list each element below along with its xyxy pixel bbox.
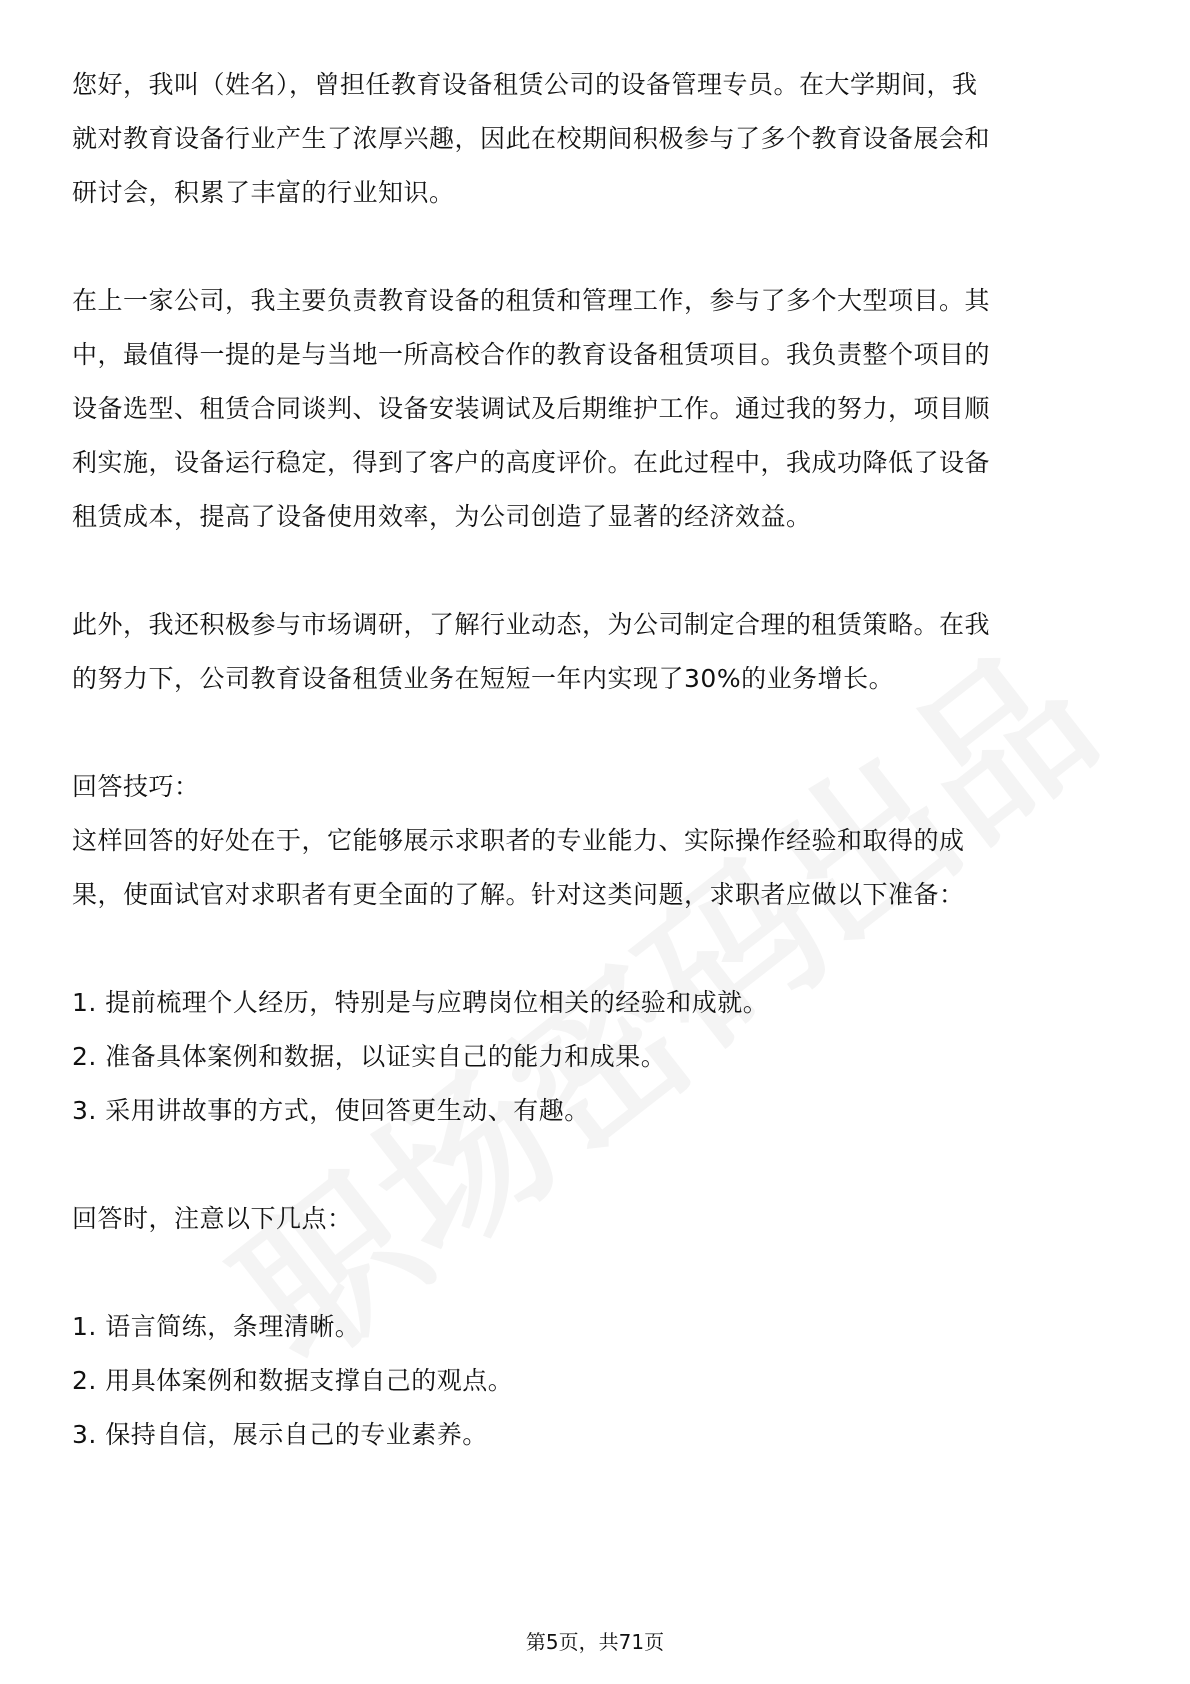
- list-item: 1. 语言简练，条理清晰。: [72, 1312, 361, 1341]
- text-line: 就对教育设备行业产生了浓厚兴趣，因此在校期间积极参与了多个教育设备展会和: [72, 124, 991, 153]
- list-item: 1. 提前梳理个人经历，特别是与应聘岗位相关的经验和成就。: [72, 988, 769, 1017]
- text-line: 您好，我叫（姓名），曾担任教育设备租赁公司的设备管理专员。在大学期间，我: [72, 70, 978, 99]
- text-line: 果，使面试官对求职者有更全面的了解。针对这类问题，求职者应做以下准备：: [72, 880, 965, 909]
- numbered-list: [72, 976, 1117, 1138]
- paragraph-gap: [72, 220, 1117, 274]
- paragraph-gap: [72, 706, 1117, 760]
- text-line: 在上一家公司，我主要负责教育设备的租赁和管理工作，参与了多个大型项目。其: [72, 286, 991, 315]
- paragraph: [72, 598, 1117, 706]
- page-footer: 第5页，共71页: [525, 1630, 665, 1654]
- list-item: 3. 采用讲故事的方式，使回答更生动、有趣。: [72, 1096, 590, 1125]
- text-line: 此外，我还积极参与市场调研，了解行业动态，为公司制定合理的租赁策略。在我: [72, 610, 991, 639]
- paragraph-gap: [72, 544, 1117, 598]
- text-line: 回答时，注意以下几点：: [72, 1204, 353, 1233]
- list-item: 3. 保持自信，展示自己的专业素养。: [72, 1420, 488, 1449]
- text-line: 中，最值得一提的是与当地一所高校合作的教育设备租赁项目。我负责整个项目的: [72, 340, 991, 369]
- text-line: 研讨会，积累了丰富的行业知识。: [72, 178, 455, 207]
- text-line: 租赁成本，提高了设备使用效率，为公司创造了显著的经济效益。: [72, 502, 812, 531]
- text-line: 设备选型、租赁合同谈判、设备安装调试及后期维护工作。通过我的努力，项目顺: [72, 394, 991, 423]
- paragraph: [72, 58, 1117, 220]
- text-line: 的努力下，公司教育设备租赁业务在短短一年内实现了30%的业务增长。: [72, 664, 895, 693]
- list-item: 2. 准备具体案例和数据，以证实自己的能力和成果。: [72, 1042, 667, 1071]
- paragraph-gap: [72, 1246, 1117, 1300]
- list-item: 2. 用具体案例和数据支撑自己的观点。: [72, 1366, 514, 1395]
- paragraph: [72, 760, 1117, 922]
- paragraph-gap: [72, 922, 1117, 976]
- text-line: 这样回答的好处在于，它能够展示求职者的专业能力、实际操作经验和取得的成: [72, 826, 965, 855]
- paragraph: [72, 1192, 1117, 1246]
- paragraph: [72, 274, 1117, 544]
- numbered-list: [72, 1300, 1117, 1462]
- paragraph-gap: [72, 1138, 1117, 1192]
- section-heading: 回答技巧：: [72, 772, 200, 801]
- text-line: 利实施，设备运行稳定，得到了客户的高度评价。在此过程中，我成功降低了设备: [72, 448, 991, 477]
- document-body: [72, 58, 1117, 1462]
